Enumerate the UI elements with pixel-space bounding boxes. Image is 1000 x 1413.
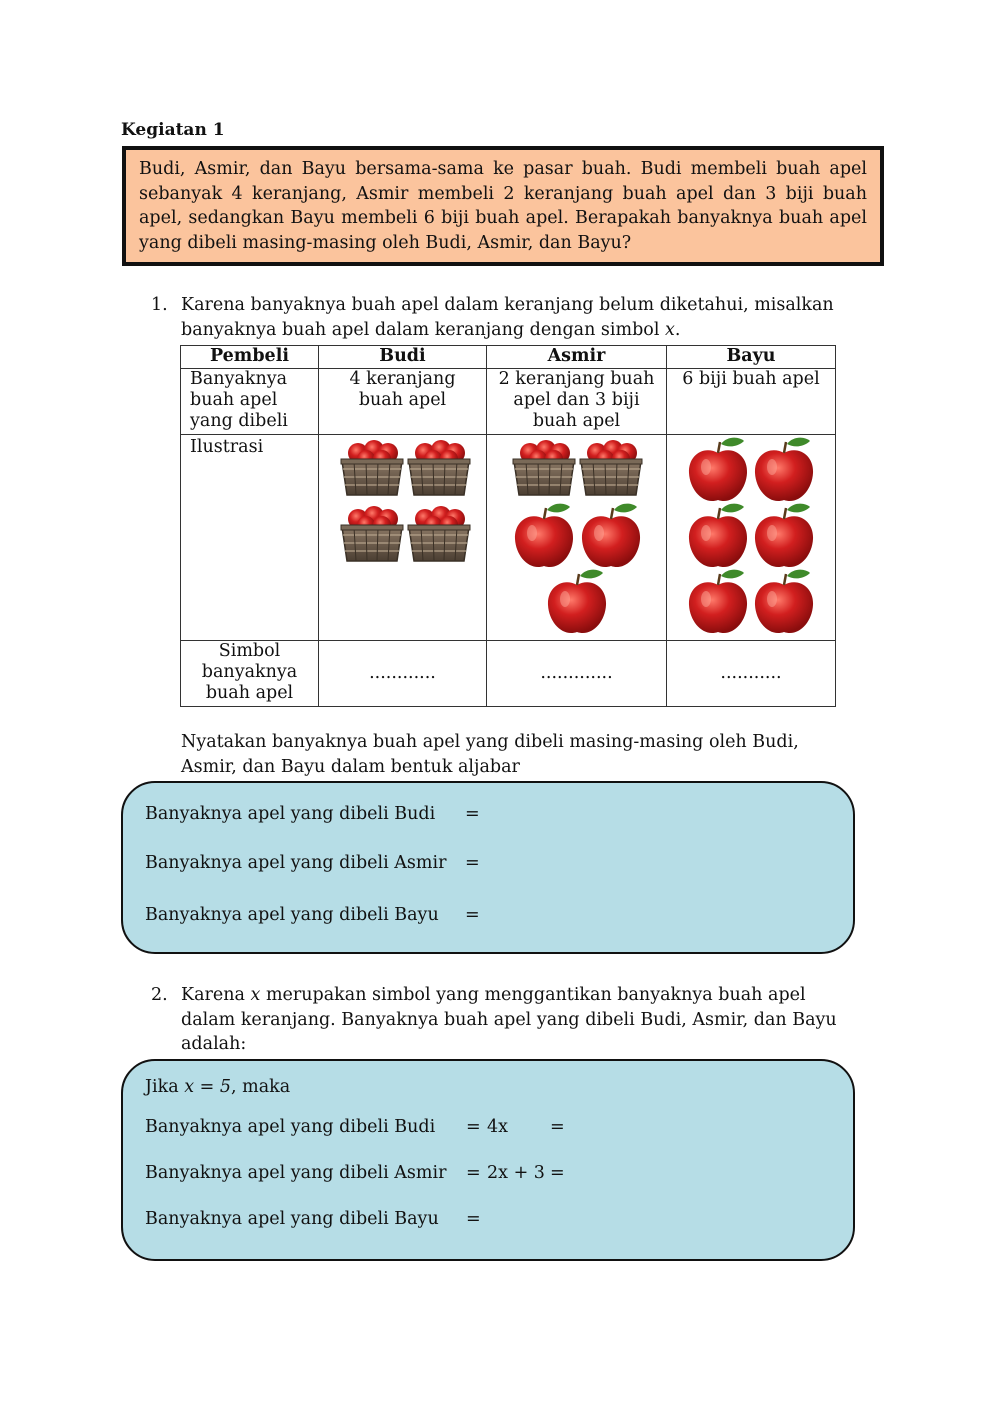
calc-row-asmir [145,1163,446,1183]
condition-row [145,1077,290,1097]
cell-budi-symbol[interactable]: ............ [319,641,487,707]
question-1-text: Karena banyaknya buah apel dalam keranjang belum diketahui, misalkan banyaknya buah apel dalam keranjang dengan simbol [181,295,834,340]
cell-bayu-illustration [667,435,836,641]
answer-label-bayu: Banyaknya apel yang dibeli Bayu [145,905,439,925]
row-label-illustration: Ilustrasi [181,435,319,641]
calc-input-budi[interactable] [573,1111,823,1141]
calc-label-asmir: Banyaknya apel yang dibeli Asmir [145,1163,447,1183]
answer-input-bayu[interactable] [493,898,823,928]
answer-box-1 [121,781,855,954]
cell-bayu-symbol[interactable]: ........... [667,641,836,707]
equals-sign: = [466,1163,481,1183]
calc-expression-asmir: 2x + 3 [487,1163,545,1183]
header-budi: Budi [319,346,487,369]
answer-box-2 [121,1059,855,1261]
apple-icon [755,570,813,633]
question-1-text-end: . [674,319,681,340]
instruction-text: Nyatakan banyaknya buah apel yang dibeli masing-masing oleh Budi, Asmir, dan Bayu dalam bentuk aljabar [181,732,799,777]
basket-icon [408,506,470,561]
equals-sign: = [466,1209,481,1229]
answer-input-budi[interactable] [493,797,823,827]
apple-icon [548,570,606,633]
calc-label-budi: Banyaknya apel yang dibeli Budi [145,1117,436,1137]
apple-icon [755,504,813,567]
table-row-symbol [181,641,836,707]
cell-bayu-amount: 6 biji buah apel [667,369,836,435]
answer-input-asmir[interactable] [493,846,823,876]
header-bayu: Bayu [667,346,836,369]
question-1-symbol: x [665,319,675,340]
answer-label-budi: Banyaknya apel yang dibeli Budi [145,804,436,824]
answer-row-asmir [145,853,446,873]
question-2-symbol: x [250,985,261,1005]
cell-budi-amount: 4 keranjang buah apel [319,369,487,435]
condition-suffix: , maka [231,1077,291,1097]
apple-icon [755,438,813,501]
budi-baskets-illustration [319,435,486,640]
calc-input-asmir[interactable] [573,1157,823,1187]
question-2 [151,983,861,1057]
question-2-number: 2. [151,985,168,1005]
cell-asmir-illustration [487,435,667,641]
calc-label-bayu: Banyaknya apel yang dibeli Bayu [145,1209,439,1229]
answer-row-bayu [145,905,439,925]
apple-table [180,345,836,707]
header-asmir: Asmir [487,346,667,369]
equals-sign: = [550,1163,565,1183]
header-pembeli: Pembeli [181,346,319,369]
row-label-symbol: Simbol banyaknya buah apel [181,641,319,707]
equals-sign: = [466,1117,481,1137]
question-2-text-end: merupakan simbol yang menggantikan banyaknya buah apel dalam keranjang. Banyaknya buah apel yang dibeli Budi, Asmir, dan Bayu adalah: [181,985,837,1054]
calc-row-bayu [145,1209,439,1229]
table-row-amount [181,369,836,435]
asmir-illustration [487,435,666,640]
apple-icon [689,570,747,633]
intro-problem-box: Budi, Asmir, dan Bayu bersama-sama ke pasar buah. Budi membeli buah apel sebanyak 4 keranjang, Asmir membeli 2 keranjang buah apel dan 3 biji buah apel, sedangkan Bayu membeli 6 biji buah apel. Berapakah banyaknya buah apel yang dibeli masing-masing oleh Budi, Asmir, dan Bayu? [122,146,884,266]
condition-expression: x = 5 [184,1077,232,1097]
answer-label-asmir: Banyaknya apel yang dibeli Asmir [145,853,447,873]
calc-row-budi [145,1117,435,1137]
question-1-number: 1. [151,295,168,315]
basket-icon [408,440,470,495]
equals-sign: = [465,853,480,873]
table-row-illustration [181,435,836,641]
equals-sign: = [550,1117,565,1137]
apple-icon [582,504,640,567]
apple-icon [689,504,747,567]
table-header-row [181,346,836,369]
calc-input-bayu[interactable] [493,1203,823,1233]
question-1 [151,293,861,342]
equals-sign: = [465,905,480,925]
cell-budi-illustration [319,435,487,641]
equals-sign: = [465,804,480,824]
apple-icon [515,504,573,567]
bayu-apples-illustration [667,435,835,640]
question-2-text: Karena [181,985,251,1005]
basket-icon [513,440,575,495]
basket-icon [341,506,403,561]
apple-icon [689,438,747,501]
basket-icon [341,440,403,495]
calc-expression-budi: 4x [487,1117,509,1137]
page-title: Kegiatan 1 [121,120,225,140]
condition-prefix: Jika [145,1077,185,1097]
cell-asmir-symbol[interactable]: ............. [487,641,667,707]
row-label-amount: Banyaknya buah apel yang dibeli [181,369,319,435]
answer-row-budi [145,804,435,824]
cell-asmir-amount: 2 keranjang buah apel dan 3 biji buah apel [487,369,667,435]
basket-icon [580,440,642,495]
